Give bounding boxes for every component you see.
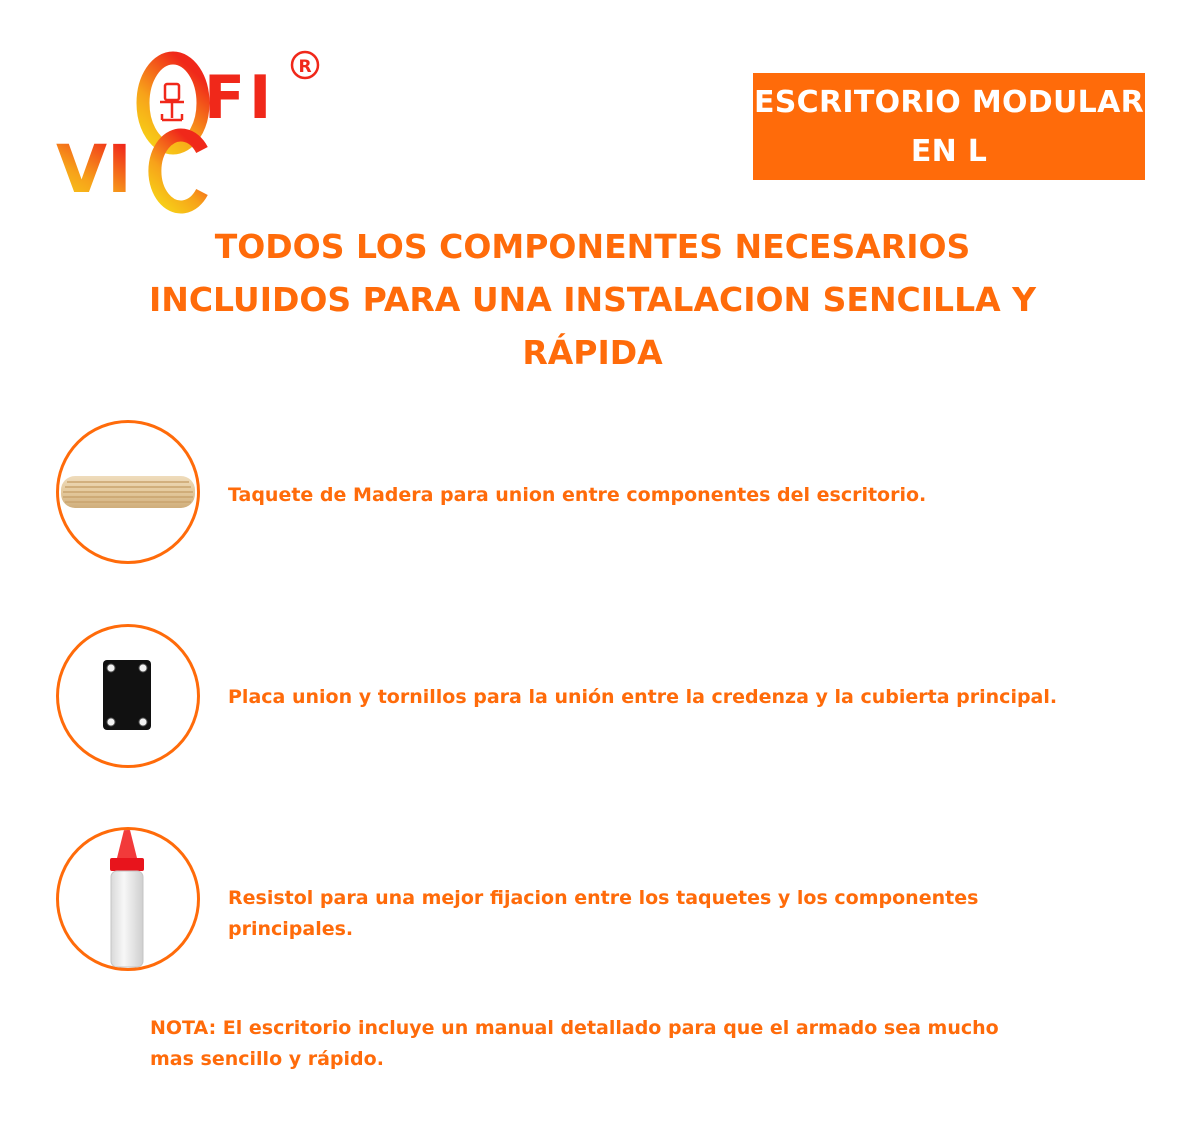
svg-text:FI: FI xyxy=(204,63,276,133)
joining-plate-icon xyxy=(59,627,197,765)
svg-text:VI: VI xyxy=(56,131,132,208)
item-text-wooden-dowel: Taquete de Madera para union entre componentes del escritorio. xyxy=(228,484,927,506)
ofivic-logo-icon xyxy=(50,40,350,220)
assembly-note: NOTA: El escritorio incluye un manual detallado para que el armado sea mucho mas sencillo y rápido. xyxy=(150,1017,999,1070)
wooden-dowel-icon xyxy=(59,423,197,561)
item-image-glue-bottle xyxy=(56,827,200,971)
item-text-glue-bottle: Resistol para una mejor fijacion entre los taquetes y los componentes principales. xyxy=(228,887,979,940)
registered-mark: R xyxy=(298,57,312,77)
product-title-box xyxy=(753,73,1145,180)
item-image-joining-plate xyxy=(56,624,200,768)
product-title: ESCRITORIO MODULAR EN L xyxy=(753,84,1144,169)
item-image-wooden-dowel xyxy=(56,420,200,564)
page-headline: TODOS LOS COMPONENTES NECESARIOS INCLUIDOS PARA UNA INSTALACION SENCILLA Y RÁPIDA xyxy=(148,227,1037,372)
glue-bottle-icon xyxy=(59,830,197,968)
item-text-joining-plate: Placa union y tornillos para la unión entre la credenza y la cubierta principal. xyxy=(228,686,1058,708)
brand-logo xyxy=(50,40,350,220)
